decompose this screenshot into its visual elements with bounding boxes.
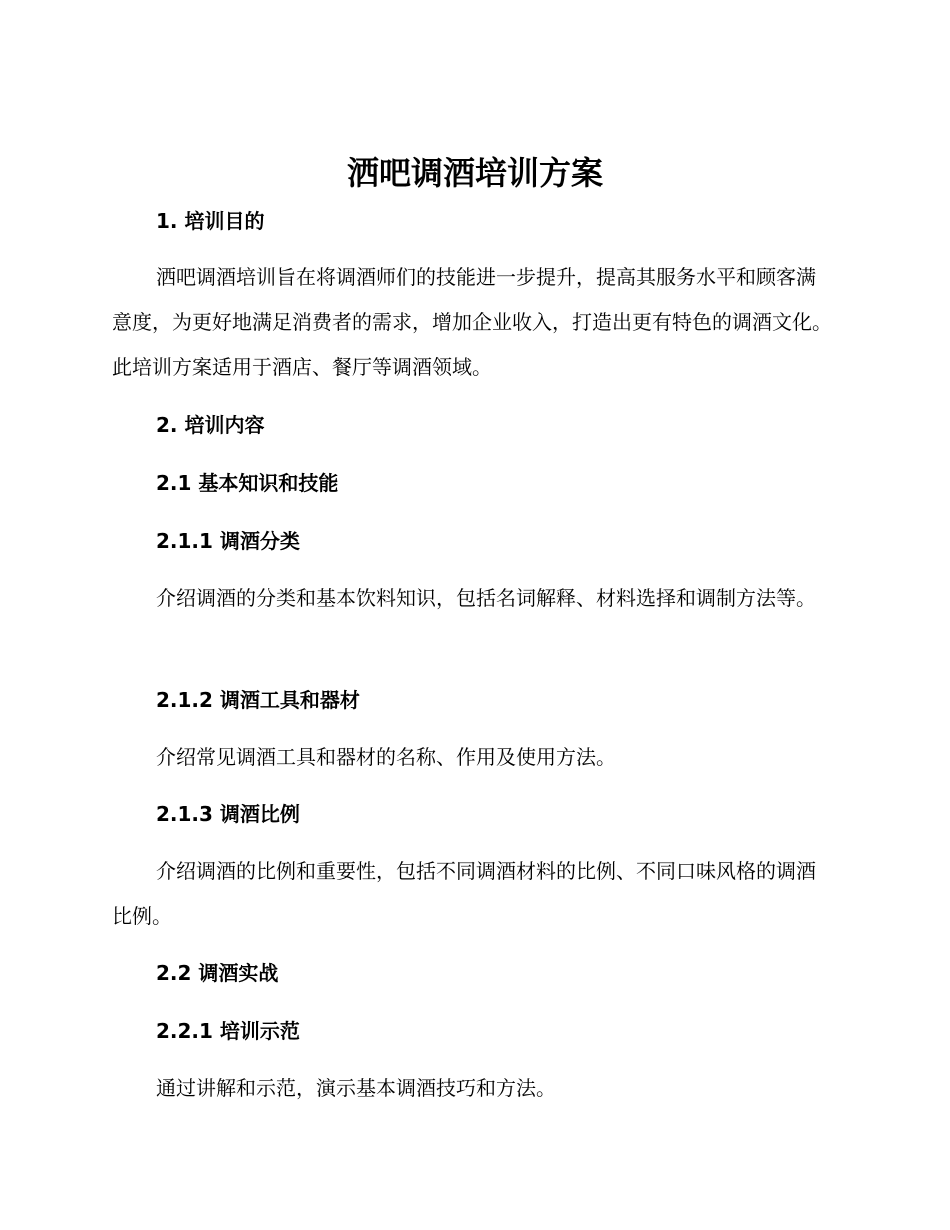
section-heading-training-purpose: 1. 培训目的	[156, 209, 265, 233]
subsubsection-heading-classification: 2.1.1 调酒分类	[156, 529, 300, 553]
paragraph-tools: 介绍常见调酒工具和器材的名称、作用及使用方法。	[156, 745, 616, 769]
subsection-heading-basic-knowledge: 2.1 基本知识和技能	[156, 471, 339, 495]
subsubsection-heading-demonstration: 2.2.1 培训示范	[156, 1019, 300, 1043]
section-heading-training-content: 2. 培训内容	[156, 413, 265, 437]
paragraph-ratio: 介绍调酒的比例和重要性，包括不同调酒材料的比例、不同口味风格的调酒比例。	[112, 859, 816, 928]
subsubsection-heading-ratio: 2.1.3 调酒比例	[156, 802, 300, 826]
subsection-heading-practice: 2.2 调酒实战	[156, 961, 279, 985]
paragraph-demonstration: 通过讲解和示范，演示基本调酒技巧和方法。	[156, 1076, 556, 1100]
paragraph-classification: 介绍调酒的分类和基本饮料知识，包括名词解释、材料选择和调制方法等。	[156, 586, 816, 610]
paragraph-training-purpose: 洒吧调酒培训旨在将调酒师们的技能进一步提升，提高其服务水平和顾客满意度，为更好地满足消费者的需求，增加企业收入，打造出更有特色的调酒文化。此培训方案适用于酒店、餐厅等调酒领域。	[112, 265, 832, 379]
document-title: 洒吧调酒培训方案	[346, 154, 603, 192]
subsubsection-heading-tools: 2.1.2 调酒工具和器材	[156, 688, 360, 712]
